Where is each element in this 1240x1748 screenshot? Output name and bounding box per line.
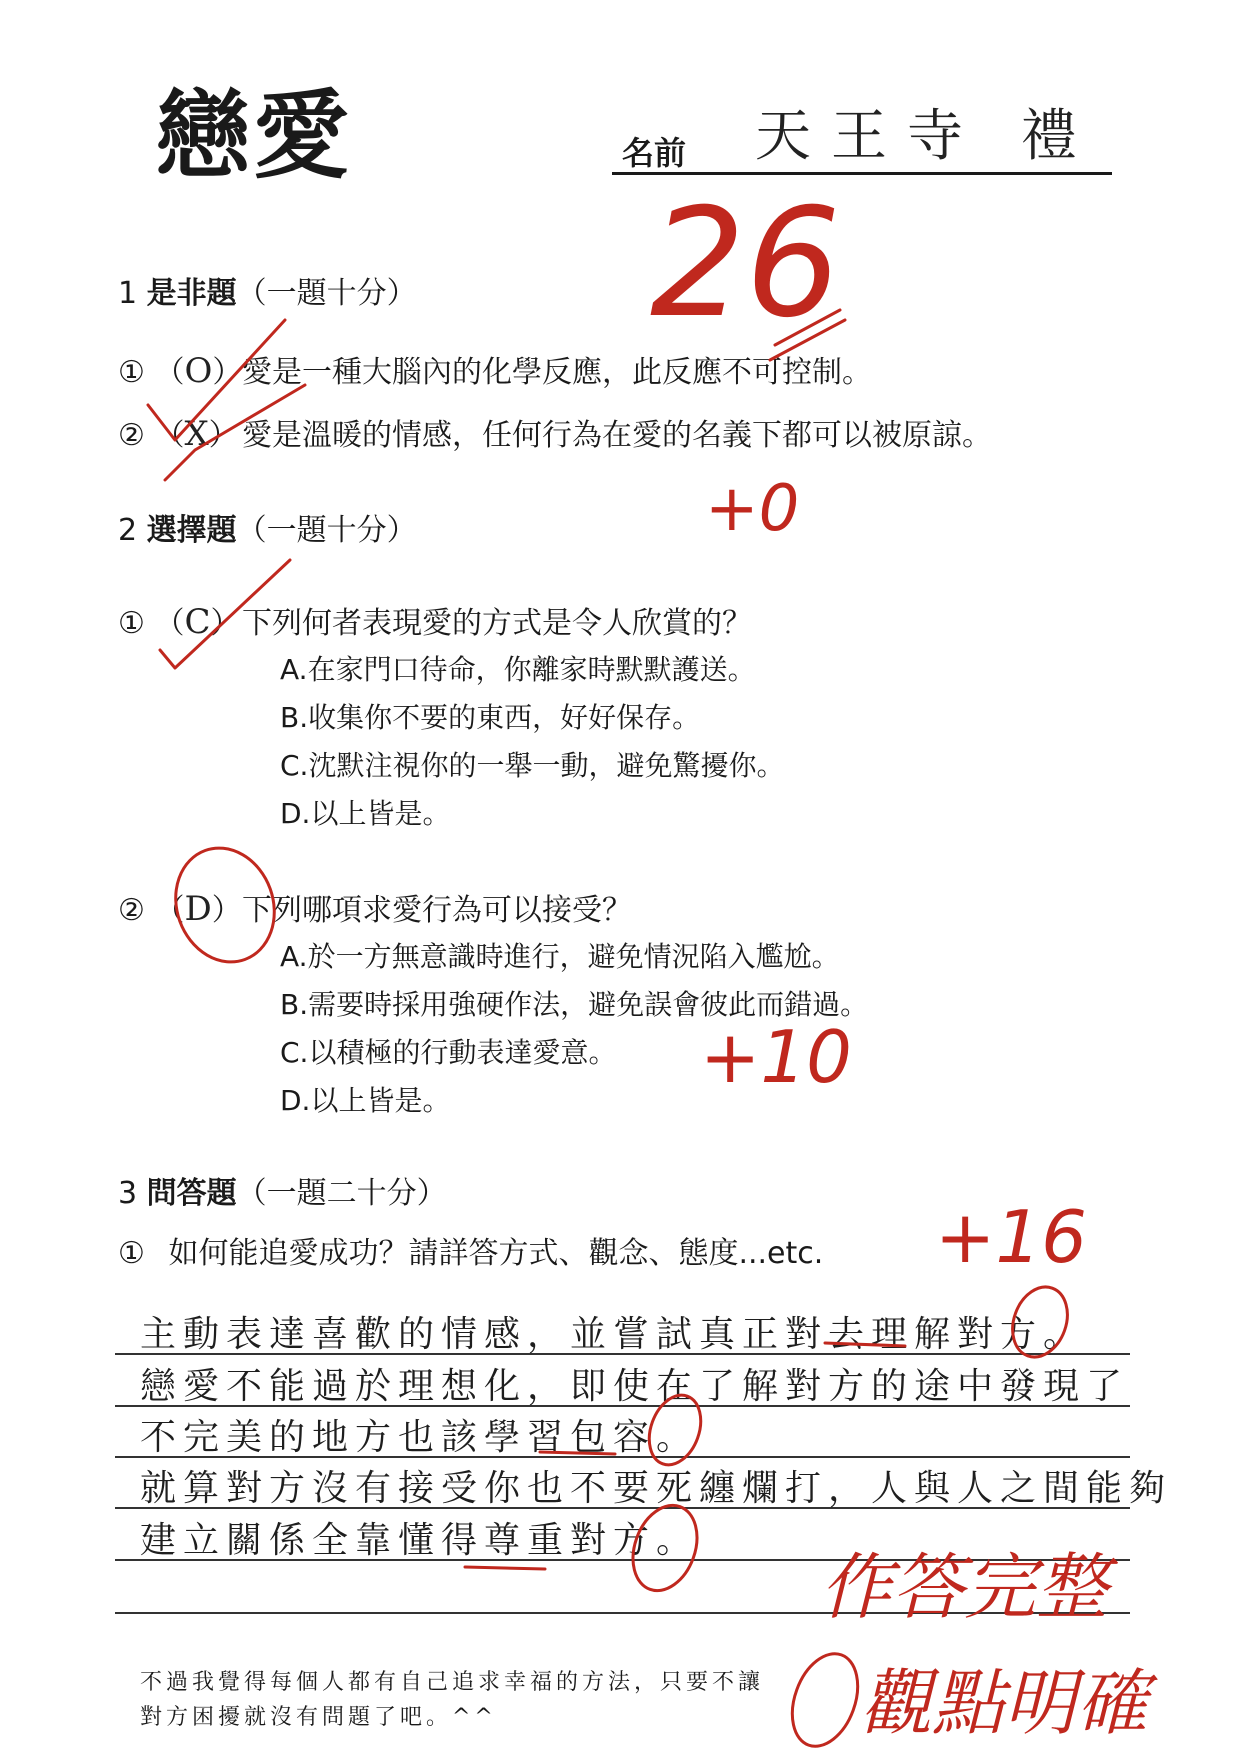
- question-marker: ②: [118, 418, 145, 453]
- option-c: C.以積極的行動表達愛意。: [280, 1036, 617, 1069]
- question-marker: ①: [118, 355, 145, 390]
- section-points: （一題十分）: [236, 513, 417, 548]
- footnote-line-1: 不過我覺得每個人都有自己追求幸福的方法，只要不讓: [140, 1670, 765, 1695]
- question-text: 下列哪項求愛行為可以接受？: [242, 893, 632, 928]
- total-score: 26: [650, 177, 841, 351]
- score-2-2: +10: [700, 1015, 852, 1099]
- name-label: 名前: [622, 134, 687, 172]
- question-2-1: [118, 598, 752, 642]
- option-a: A.於一方無意識時進行，避免情況陷入尷尬。: [280, 940, 840, 973]
- question-text: 愛是溫暖的情感，任何行為在愛的名義下都可以被原諒。: [242, 418, 992, 453]
- option-b: B.收集你不要的東西，好好保存。: [280, 701, 701, 734]
- section-3-heading: [118, 1168, 447, 1212]
- name-value: 天王寺 禮: [755, 104, 1097, 169]
- answer-blank[interactable]: （C）: [154, 602, 241, 642]
- answer-value: D: [184, 889, 212, 929]
- section-2-heading: [118, 505, 417, 549]
- question-2-2: [118, 885, 632, 929]
- answer-value: O: [184, 351, 213, 391]
- question-marker: ①: [118, 1236, 145, 1271]
- section-title: 是非題: [146, 276, 237, 311]
- section-number: 2: [118, 513, 138, 548]
- option-d: D.以上皆是。: [280, 1084, 451, 1117]
- question-text: 下列何者表現愛的方式是令人欣賞的？: [242, 606, 752, 641]
- answer-line-5: 建立關係全靠懂得尊重對方。: [140, 1520, 700, 1561]
- answer-blank[interactable]: （X）: [154, 414, 239, 454]
- section-number: 3: [118, 1176, 138, 1211]
- question-text: 如何能追愛成功？請詳答方式、觀念、態度...etc.: [168, 1236, 824, 1271]
- section-1-heading: [118, 268, 417, 312]
- question-marker: ①: [118, 606, 145, 641]
- page-title: 戀愛: [155, 80, 351, 192]
- option-b: B.需要時採用強硬作法，避免誤會彼此而錯過。: [280, 988, 869, 1021]
- answer-line-1: 主動表達喜歡的情感，並嘗試真正對去理解對方。: [140, 1314, 1087, 1355]
- answer-line-4: 就算對方沒有接受你也不要死纏爛打，人與人之間能夠: [140, 1468, 1173, 1509]
- section-title: 問答題: [146, 1176, 237, 1211]
- section-number: 1: [118, 276, 138, 311]
- comment-line-2: 觀點明確: [860, 1661, 1149, 1745]
- circle-mark-icon: [780, 1645, 869, 1748]
- name-underline: [612, 172, 1112, 175]
- section-points: （一題二十分）: [236, 1176, 447, 1211]
- question-1-2: [118, 410, 992, 454]
- answer-rule: [115, 1612, 1130, 1614]
- underline-mark: [465, 1567, 545, 1569]
- option-c: C.沈默注視你的一舉一動，避免驚擾你。: [280, 749, 785, 782]
- section-title: 選擇題: [146, 513, 237, 548]
- answer-blank[interactable]: （D）: [154, 889, 242, 929]
- answer-line-2: 戀愛不能過於理想化，即使在了解對方的途中發現了: [140, 1366, 1130, 1407]
- comment-line-1: 作答完整: [820, 1545, 1109, 1629]
- option-d: D.以上皆是。: [280, 797, 451, 830]
- question-3-1: [118, 1228, 823, 1272]
- question-marker: ②: [118, 893, 145, 928]
- answer-value: X: [184, 414, 209, 454]
- answer-line-3: 不完美的地方也該學習包容。: [140, 1417, 700, 1458]
- score-2-1: +0: [705, 472, 800, 546]
- question-text: 愛是一種大腦內的化學反應，此反應不可控制。: [242, 355, 872, 390]
- answer-value: C: [184, 602, 211, 642]
- score-3: +16: [935, 1195, 1087, 1279]
- question-1-1: [118, 347, 872, 391]
- section-points: （一題十分）: [236, 276, 417, 311]
- answer-blank[interactable]: （O）: [154, 351, 243, 391]
- footnote-line-2: 對方困擾就沒有問題了吧。^^: [140, 1705, 497, 1730]
- option-a: A.在家門口待命，你離家時默默護送。: [280, 653, 756, 686]
